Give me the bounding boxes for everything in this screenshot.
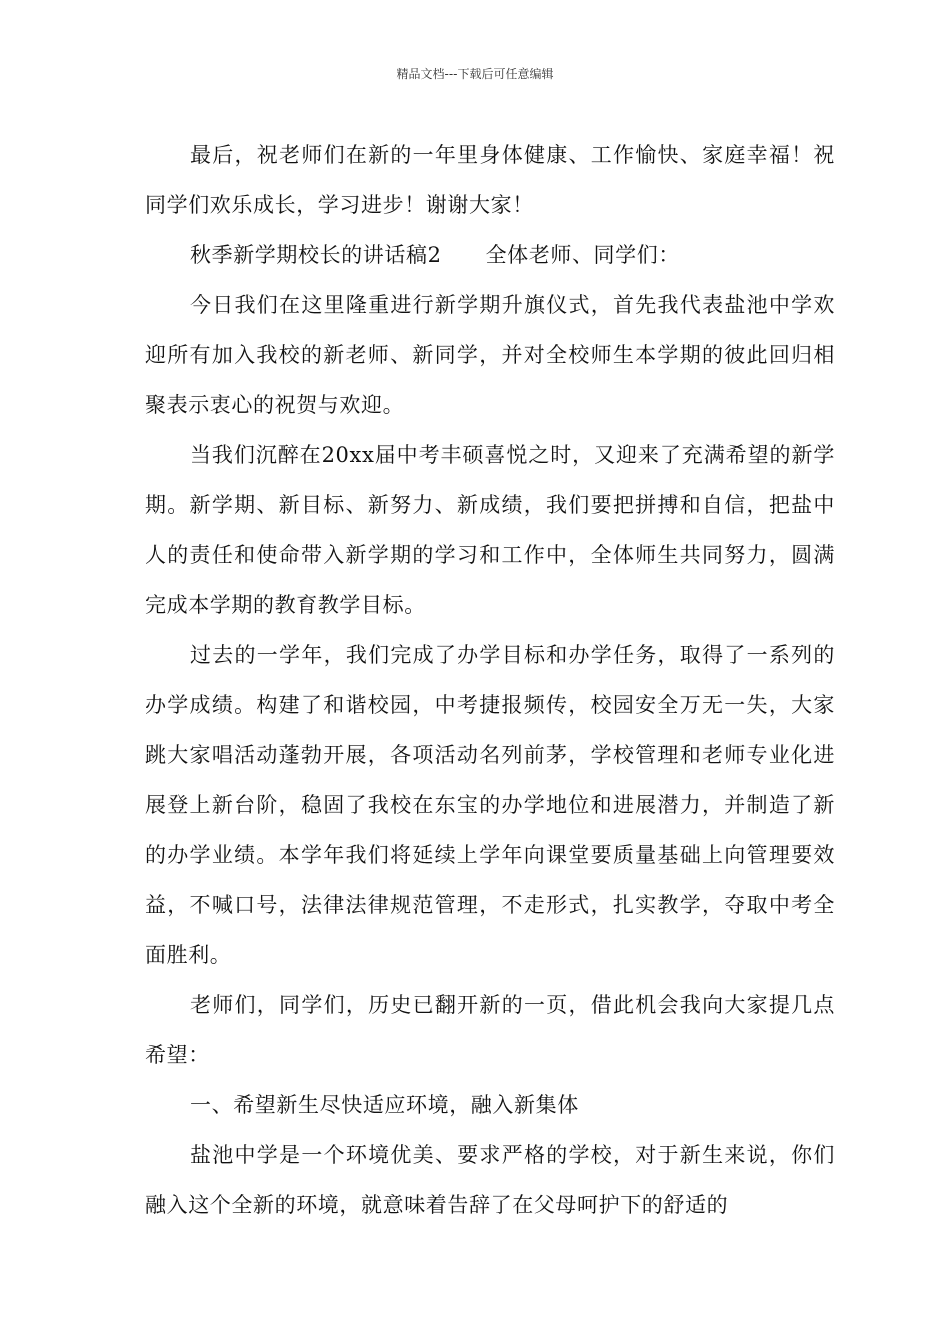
page-header: 精品文档---下载后可任意编辑 [396, 67, 554, 81]
document-body [145, 130, 835, 1230]
paragraph-new-semester: 当我们沉醉在20xx届中考丰硕喜悦之时，又迎来了充满希望的新学期。新学期、新目标、新努力、新成绩，我们要把拼搏和自信，把盐中人的责任和使命带入新学期的学习和工作中，全体师生共同努力，圆满完成本学期的教育教学目标。 [145, 443, 835, 617]
speech-title-line [145, 230, 835, 280]
speech-greeting: 全体老师、同学们： [485, 243, 680, 267]
paragraph-welcome: 今日我们在这里隆重进行新学期升旗仪式，首先我代表盐池中学欢迎所有加入我校的新老师、新同学，并对全校师生本学期的彼此回归相聚表示衷心的祝贺与欢迎。 [145, 293, 835, 417]
section-heading-one: 一、希望新生尽快适应环境，融入新集体 [190, 1093, 579, 1117]
paragraph-school-environment: 盐池中学是一个环境优美、要求严格的学校，对于新生来说，你们融入这个全新的环境，就意味着告辞了在父母呵护下的舒适的 [145, 1143, 835, 1217]
speech-title: 秋季新学期校长的讲话稿2 [190, 243, 442, 267]
paragraph-past-year: 过去的一学年，我们完成了办学目标和办学任务，取得了一系列的办学成绩。构建了和谐校园，中考捷报频传，校园安全万无一失，大家跳大家唱活动蓬勃开展，各项活动名列前茅，学校管理和老师专业化进展登上新台阶，稳固了我校在东宝的办学地位和进展潜力，并制造了新的办学业绩。本学年我们将延续上学年向课堂要质量基础上向管理要效益，不喊口号，法律法律规范管理，不走形式，扎实教学，夺取中考全面胜利。 [145, 643, 835, 967]
paragraph-closing-wishes: 最后，祝老师们在新的一年里身体健康、工作愉快、家庭幸福！祝同学们欢乐成长，学习进步！谢谢大家！ [145, 143, 835, 217]
paragraph-hopes-intro: 老师们，同学们，历史已翻开新的一页，借此机会我向大家提几点希望： [145, 993, 835, 1067]
